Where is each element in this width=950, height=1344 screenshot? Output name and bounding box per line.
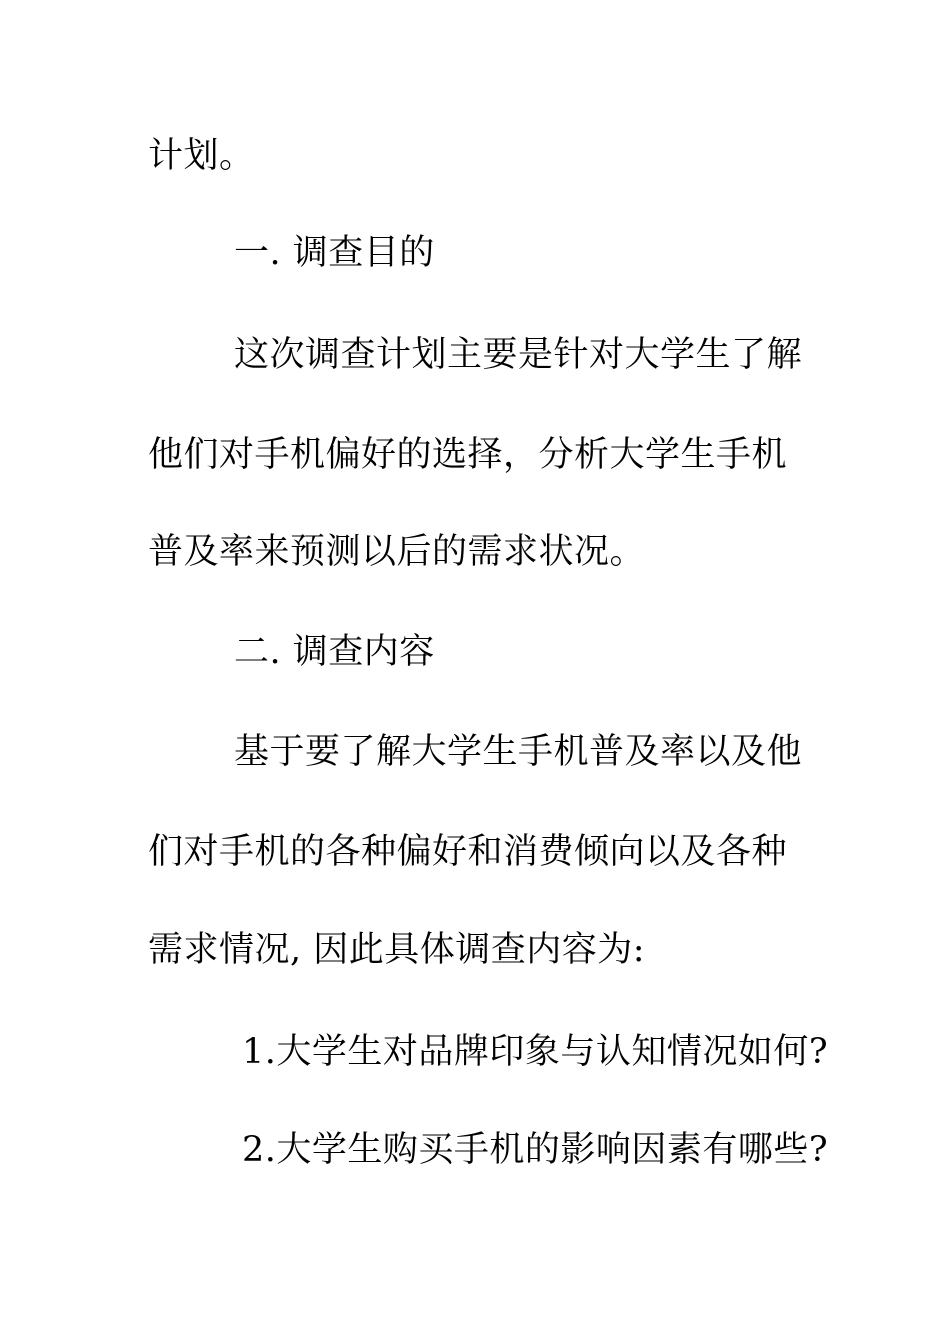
paragraph-line: 这次调查计划主要是针对大学生了解 [234, 335, 803, 375]
paragraph-line: 需求情况, 因此具体调查内容为: [148, 930, 646, 970]
section-heading-content: 二. 调查内容 [234, 632, 435, 672]
paragraph-line: 基于要了解大学生手机普及率以及他 [234, 732, 803, 772]
list-item: 2.大学生购买手机的影响因素有哪些? [242, 1130, 829, 1170]
paragraph-line: 他们对手机偏好的选择，分析大学生手机 [148, 435, 788, 475]
section-heading-purpose: 一. 调查目的 [234, 233, 435, 273]
paragraph-line: 普及率来预测以后的需求状况。 [148, 532, 646, 572]
paragraph-line: 们对手机的各种偏好和消费倾向以及各种 [148, 832, 788, 872]
list-item: 1.大学生对品牌印象与认知情况如何? [242, 1032, 829, 1072]
paragraph-continuation: 计划。 [148, 136, 255, 176]
